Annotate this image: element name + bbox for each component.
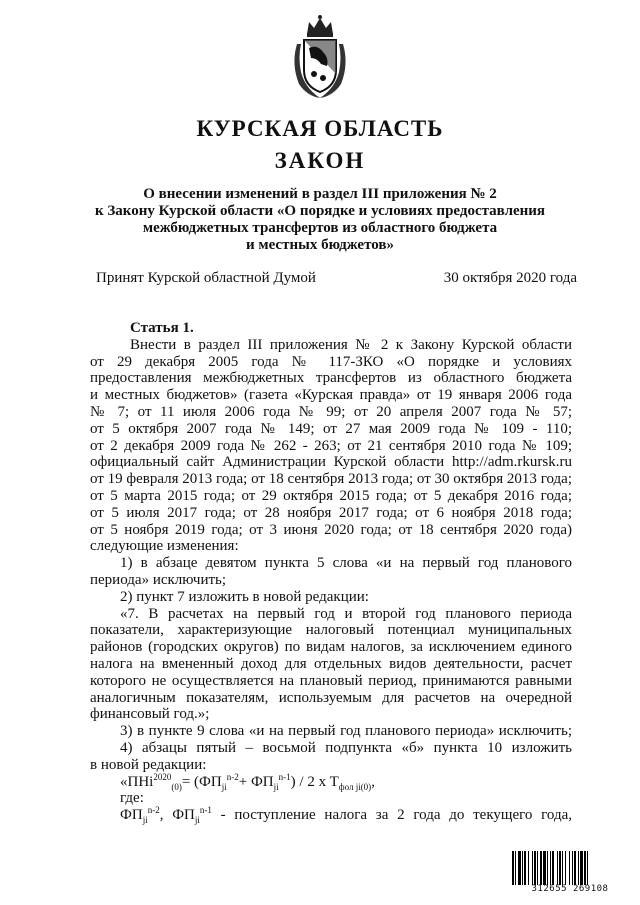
- text-line: 4) абзацы пятый – восьмой подпункта «б» пункта 10 изложить: [120, 739, 572, 756]
- text-line: от 29 декабря 2005 года № 117-ЗКО «О порядке и условиях: [90, 353, 572, 370]
- text-line: периода» исключить;: [90, 571, 227, 588]
- text-line: № 7; от 11 июля 2006 года № 99; от 20 апреля 2007 года № 57;: [90, 403, 572, 420]
- article-heading: Статья 1.: [130, 320, 194, 336]
- text-line: 2) пункт 7 изложить в новой редакции:: [120, 588, 369, 605]
- text-line: от 5 ноября 2019 года; от 3 июня 2020 года; от 18 сентября 2020 года): [90, 521, 572, 538]
- law-title-line: межбюджетных трансфертов из областного бюджета: [142, 220, 498, 236]
- law-title-line: О внесении изменений в раздел III приложения № 2: [143, 186, 497, 202]
- barcode-number: 312655 269108: [531, 884, 609, 894]
- adopted-by: Принят Курской областной Думой: [96, 270, 316, 286]
- quote-line: аналогичным показателям, используемым для расчетов на очередной: [90, 689, 572, 706]
- text-line: Внести в раздел III приложения № 2 к Закону Курской области: [130, 336, 572, 353]
- law-title-line: к Закону Курской области «О порядке и условиях предоставления: [94, 203, 546, 219]
- quote-line: которого не осуществляется на плановый период, принимаются равными: [90, 672, 572, 689]
- text-line: от 5 июля 2017 года; от 28 ноября 2017 года; от 6 ноября 2018 года;: [90, 504, 572, 521]
- where-line: где:: [120, 790, 144, 807]
- text-line: и местных бюджетов» (газета «Курская правда» от 19 января 2006 года: [90, 387, 572, 404]
- law-title-line: и местных бюджетов»: [245, 237, 394, 253]
- text-line: от 5 марта 2015 года; от 29 октября 2015 года; от 5 декабря 2016 года;: [90, 487, 572, 504]
- text-line: предоставления межбюджетных трансфертов из областного бюджета: [90, 370, 572, 387]
- region-heading: КУРСКАЯ ОБЛАСТЬ: [196, 116, 444, 141]
- formula-line: «$ПНi^{2020}_{(0)}= (ФП_{ji}^{n-2}+ ФП_{ji}^{n-1}) / 2$ x $T_{фол ji(0)}$,: [120, 771, 375, 792]
- text-line: от 5 октября 2007 года № 149; от 27 мая 2009 года № 109 - 110;: [90, 420, 572, 437]
- coat-of-arms-emblem: [287, 14, 353, 100]
- text-line: от 19 февраля 2013 года; от 18 сентября 2013 года; от 30 октября 2013 года;: [90, 471, 572, 488]
- barcode-bars: [511, 851, 629, 885]
- text-line: 1) в абзаце девятом пункта 5 слова «и на первый год планового: [120, 555, 572, 572]
- text-line: следующие изменения:: [90, 538, 239, 555]
- text-line: в новой редакции:: [90, 756, 207, 773]
- text-line: от 2 декабря 2009 года № 262 - 263; от 21 сентября 2010 года № 109;: [90, 437, 572, 454]
- text-line: 3) в пункте 9 слова «и на первый год планового периода» исключить;: [120, 723, 572, 740]
- adoption-date: 30 октября 2020 года: [443, 270, 577, 286]
- barcode: [511, 851, 629, 895]
- quote-line: финансовый год.»;: [90, 706, 210, 723]
- definition-line: $ФП_{ji}^{n-2}$, $ФП_{ji}^{n-1}$ - поступление налога за 2 года до текущего года,: [120, 805, 573, 826]
- article-body: [90, 320, 572, 824]
- quote-line: показатели, характеризующие налоговый потенциал муниципальных: [90, 622, 572, 639]
- quote-line: «7. В расчетах на первый год и второй год планового периода: [120, 605, 572, 622]
- quote-line: налога на вмененный доход для отдельных видов деятельности, расчет: [90, 655, 572, 672]
- quote-line: районов (городских округов) по видам налогов, за исключением единого: [90, 639, 572, 656]
- document-type-heading: ЗАКОН: [274, 148, 366, 173]
- law-title: [70, 186, 570, 254]
- text-line: официальный сайт Администрации Курской области http://adm.rkursk.ru: [90, 454, 572, 471]
